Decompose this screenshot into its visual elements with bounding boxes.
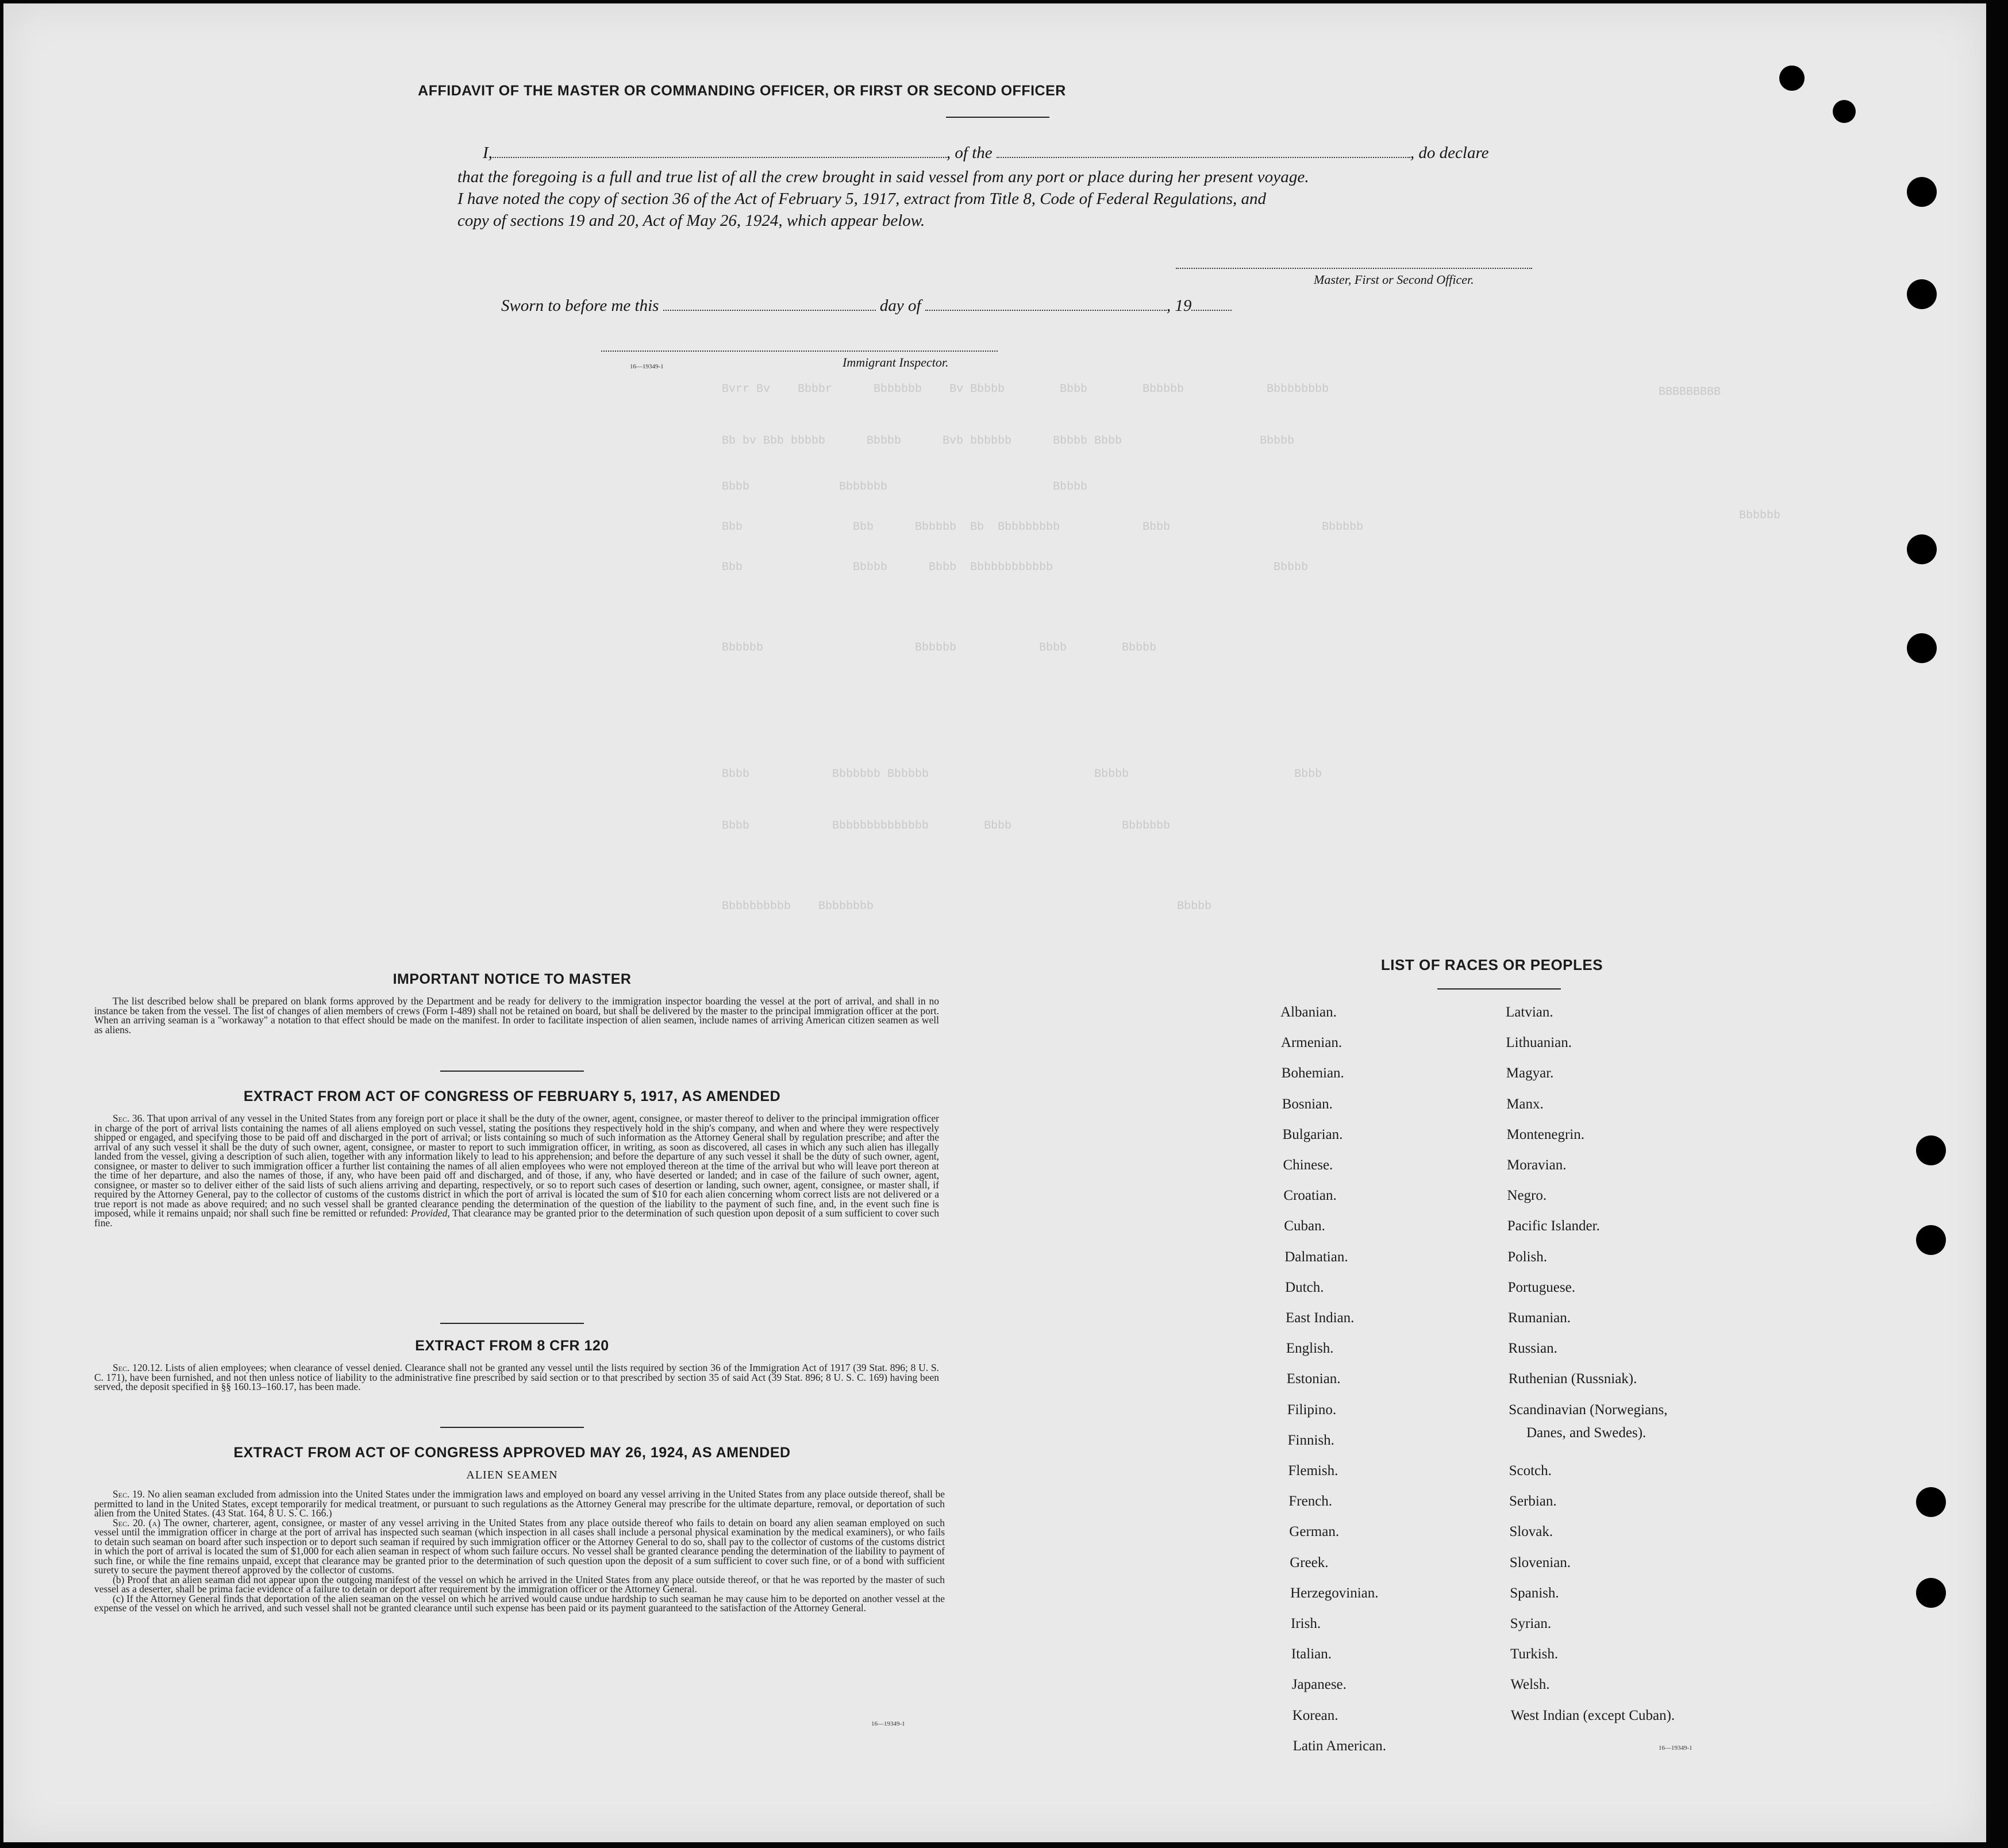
race-item: Welsh. [1510,1677,1550,1693]
race-item: German. [1289,1524,1340,1540]
race-item: Albanian. [1280,1004,1337,1020]
race-item: Cuban. [1284,1218,1325,1234]
alien-seamen-subtitle: ALIEN SEAMEN [466,1469,558,1481]
section-divider [440,1071,584,1072]
race-item: Negro. [1507,1188,1547,1204]
sworn-prefix: Sworn to before me this [501,297,659,315]
race-item: Korean. [1292,1707,1338,1723]
punch-hole [1779,66,1805,91]
race-item: Serbian. [1509,1493,1557,1510]
sec20-text: The owner, charterer, agent, consignee, or master of any vessel arriving in the United States from any place outside thereof who fails to detain on board any alien seaman employed on such vessel until the immigration officer in charge at the port of arrival has inspected such seaman (which inspection in all cases shall include a personal physical examination by the medical examiners), or who fails to detain such seaman on board after such inspection or to deport such seaman if required by such immigration officer or the Attorney General to do so, shall pay to the collector of customs of the customs district in which the port of arrival is located the sum of $1,000 for each alien seaman in respect of whom such failure occurs. No vessel shall be granted clearance pending the determination of the liability to payment of such fine, or while the fine remains unpaid, except that clearance may be granted prior to the determination of such question upon the deposit of a sum sufficient to cover such fine, or of a bond with sufficient surety to secure the payment thereof approved by the collector of customs. [94,1516,945,1576]
race-item: Magyar. [1506,1065,1554,1081]
section-divider [440,1323,584,1324]
race-item: Slovak. [1509,1524,1553,1540]
sec36-text: That upon arrival of any vessel in the United States from any foreign port or place it shall be the duty of the owner, agent, consignee, or master thereof to deliver to the principal immigration officer in charge of the port of arrival lists containing the names of all aliens employed on such vessel, stating the positions they respectively hold in the ship's company, and when and where they were respectively shipped or engaged, and specifying those to be paid off and discharged in the port of arrival; or lists containing so much of such information as the Attorney General shall by regulation prescribe; and after the arrival of any such vessel it shall be the duty of such owner, agent, consignee, or master to report to such immigration officer, in writing, as soon as discovered, all cases in which any such alien has illegally landed from the vessel, giving a description of such alien, together with any information likely to lead to his apprehension; and before the departure of any such vessel it shall be the duty of such owner, agent, consignee, or master to deliver to such immigration officer a further list containing the names of all alien employees who were not employed thereon at the time of the arrival but who will leave port thereon at the time of her departure, and also the names of those, if any, who have been paid off and discharged, and of those, if any, who have deserted or landed; and in case of the failure of such owner, agent, consignee, or master so to deliver either of the said lists of such aliens arriving and departing, respectively, or so to report such cases of desertion or landing, such owner, agent, consignee, or master shall, if required by the Attorney General, pay to the collector of customs of the customs district in which the port of arrival is located the sum of $10 for each alien concerning whom correct lists are not delivered or a true report is not made as above required; and no such vessel shall be granted clearance pending the determination of the question of the liability to the payment of such fine, and, in the event such fine is imposed, while it remains unpaid; nor shall such fine be remitted or refunded: [94,1112,939,1219]
race-item: Japanese. [1291,1677,1347,1693]
extract-form-code: 16—19349-1 [871,1720,905,1727]
race-item: Pacific Islander. [1507,1218,1600,1234]
punch-hole [1916,1225,1946,1255]
race-item: Spanish. [1510,1585,1559,1601]
punch-hole [1907,534,1937,564]
race-item: Lithuanian. [1506,1035,1572,1051]
races-title: LIST OF RACES OR PEOPLES [1380,956,1603,973]
race-item: Turkish. [1510,1646,1559,1662]
race-item: Manx. [1506,1096,1544,1112]
declare-suffix: , do declare [1410,144,1489,162]
sworn-year-field[interactable] [1191,310,1232,311]
sec120-label: Sec. 120.12. [113,1362,163,1373]
affidavit-title: AFFIDAVIT OF THE MASTER OR COMMANDING OFFICER, OR FIRST OR SECOND OFFICER [418,83,1066,99]
extract-1924-text [94,1489,945,1613]
sec19-label: Sec. 19. [113,1488,145,1500]
inspector-signature-field[interactable] [601,351,998,352]
race-item: Filipino. [1287,1402,1337,1418]
document-page: Bvrr Bv Bbbbr Bbbbbbb Bv Bbbbb Bbbb Bbbbbb Bbbbbbbbb Bb bv Bbb bbbbb Bbbbb Bvb bbbbbb Bbbbb Bbbb Bbbbb Bbbb Bbbbbbb Bbbbb Bbb Bbb Bbbbbb Bb Bbbbbbbbb Bbbb Bbbbbb Bbb Bbbbb Bbbb Bbbbbbbbbbbb Bbbbb Bbbbbb Bbbbbb Bbbb Bbbbb Bbbb Bbbbbbb Bbbbbb Bbbbb Bbbb Bbbb Bbbbbbbbbbbbbb Bbbb Bbbbbbb Bbbbbbbbbb Bbbbbbbb Bbbbb BBBBBBBBB Bbbbbb AFFIDAVIT OF THE MASTER OR COMMANDING OFFICER, OR FIRST OR SECOND OFFICER I, , of the , do declare that the foregoing is a full and true list of all the crew brought in said vessel from any port or place during her present voyage. I have noted the copy of section 36 of the Act of February 5, 1917, extract from Title 8, Code of Federal Regulations, and copy of sections 19 and 20, Act of May 26, 1924, which appear below. Master, First or Second Officer. Sworn to before me this day of , 19 16—19349-1 Immigrant Inspector. IMPORTANT NOTICE TO MASTER The list described below shall be prepared on blank forms approved by the Department and be ready for delivery to the immigration inspector boarding the vessel at the port of arrival, and shall in no instance be taken from the vessel. The list of changes of alien members of crews (Form I-489) shall not be retained on board, but shall be delivered by the master to the principal immigration officer at the port. When an arriving seaman is a "workaway" a notation to that effect should be made on the manifest. In order to facilitate inspection of alien seamen, include names of arriving American citizen seamen as well as aliens. EXTRACT FROM ACT OF CONGRESS OF FEBRUARY 5, 1917, AS AMENDED Sec. 36. That upon arrival of any vessel in the United States from any foreign port or place it shall be the duty of the owner, agent, consignee, or master thereof to deliver to the principal immigration officer in charge of the port of arrival lists containing the names of all aliens employed on such vessel, stating the positions they respectively hold in the ship's company, and when and where they were respectively shipped or engaged, and specifying those to be paid off and discharged in the port of arrival; or lists containing so much of such information as the Attorney General shall by regulation prescribe; and after the arrival of any such vessel it shall be the duty of such owner, agent, consignee, or master to report to such immigration officer, in writing, as soon as discovered, all cases in which any such alien has illegally landed from the vessel, giving a description of such alien, together with any information likely to lead to his apprehension; and before the departure of any such vessel it shall be the duty of such owner, agent, consignee, or master to deliver to such immigration officer a further list containing the names of all alien employees who were not employed thereon at the time of the arrival but who will leave port thereon at the time of her departure, and also the names of those, if any, who have been paid off and discharged, and of those, if any, who have deserted or landed; and in case of the failure of such owner, agent, consignee, or master so to deliver either of the said lists of such aliens arriving and departing, respectively, or so to report such cases of desertion or landing, such owner, agent, consignee, or master shall, if required by the Attorney General, pay to the collector of customs of the customs district in which the port of arrival is located the sum of $10 for each alien concerning whom correct lists are not delivered or a true report is not made as above required; and no such vessel shall be granted clearance pending the determination of the question of the liability to the payment of such fine, and, in the event such fine is imposed, while it remains unpaid; nor shall such fine be remitted or refunded: Provided, That clearance may be granted prior to the determination of such question upon deposit of a sum sufficient to cover such fine. EXTRACT FROM 8 CFR 120 Sec. 120.12. Lists of alien employees; when clearance of vessel denied. Clearance shall not be granted any vessel until the lists required by section 36 of the Immigration Act of 1917 (39 Stat. 896; 8 U. S. C. 171), have been furnished, and not then unless notice of liability to the administrative fine prescribed by said section or to that prescribed by section 35 of said Act (39 Stat. 896; 8 U. S. C. 169) having been served, the deposit specified in §§ 160.13–160.17, has been made. EXTRACT FROM ACT OF CONGRESS APPROVED MAY 26, 1924, AS AMENDED ALIEN SEAMEN Sec. 19. No alien seaman excluded from admission into the United States under the immigration laws and employed on board any vessel arriving in the United States from any place outside thereof, shall be permitted to land in the United States, except temporarily for medical treatment, or pursuant to such regulations as the Attorney General may prescribe for the ultimate departure, removal, or deportation of such alien from the United States. (43 Stat. 164, 8 U. S. C. 166.) Sec. 20. (a) The owner, charterer, agent, consignee, or master of any vessel arriving in the United States from any place outside thereof who fails to detain on board any alien seaman employed on such vessel until the immigration officer in charge at the port of arrival has inspected such seaman (which inspection in all cases shall include a personal physical examination by the medical examiners), or who fails to detain such seaman on board after such inspection or to deport such seaman if required by such immigration officer or the Attorney General to do so, shall pay to the collector of customs of the customs district in which the port of arrival is located the sum of $1,000 for each alien seaman in respect of whom such failure occurs. No vessel shall be granted clearance pending the determination of the liability to payment of such fine, or while the fine remains unpaid, except that clearance may be granted prior to the determination of such question upon the deposit of a sum sufficient to cover such fine, or of a bond with sufficient surety to secure the payment thereof approved by the collector of customs. (b) Proof that an alien seaman did not appear upon the outgoing manifest of the vessel on which he arrived in the United States from any place outside thereof, or that he was reported by the master of such vessel as a deserter, shall be prima facie evidence of a failure to detain or deport after requirement by the immigration officer or the Attorney General. (c) If the Attorney General finds that deportation of the alien seaman on the vessel on which he arrived would cause undue hardship to such seaman he may cause him to be deported on another vessel at the expense of the vessel on which he arrived, and such vessel shall not be granted clearance until such expense has been paid or its payment guaranteed to the satisfaction of the Attorney General. 16—19349-1 LIST OF RACES OR PEOPLES Albanian. Armenian. Bohemian. Bosnian. Bulgarian. Chinese. Croatian. Cuban. Dalmatian. Dutch. East Indian. English. Estonian. Filipino. Finnish. Flemish. French. German. Greek. Herzegovinian. Irish. Italian. Japanese. Korean. Latin American. Latvian. Lithuanian. Magyar. Manx. Montenegrin. Moravian. Negro. Pacific Islander. Polish. Portuguese. Rumanian. Russian. Ruthenian (Russniak). Scandinavian (Norwegians, Scotch. Serbian. Slovak. Slovenian. Spanish. Syrian. Turkish. Welsh. West Indian (except Cuban). Danes, and Swedes). 16—19349-1 [3,3,1986,1842]
inspector-label: Immigrant Inspector. [843,355,949,369]
race-item: Montenegrin. [1506,1126,1584,1142]
race-item: Moravian. [1507,1157,1567,1173]
proviso-label: Provided, [410,1207,450,1219]
punch-hole [1907,177,1937,207]
sec120-text: Lists of alien employees; when clearance of vessel denied. Clearance shall not be granted any vessel until the lists required by section 36 of the Immigration Act of 1917 (39 Stat. 896; 8 U. S. C. 171), have been furnished, and not then unless notice of liability to the administrative fine prescribed by said section or to that prescribed by section 35 of said Act (39 Stat. 896; 8 U. S. C. 169) having been served, the deposit specified in §§ 160.13–160.17, has been made. [94,1362,940,1392]
race-item: Bosnian. [1282,1096,1333,1112]
punch-hole [1916,1487,1946,1517]
race-item: English. [1286,1341,1334,1357]
race-item: West Indian (except Cuban). [1510,1707,1675,1723]
race-item: Scotch. [1509,1463,1552,1479]
race-item: Russian. [1508,1341,1557,1357]
race-item: Bohemian. [1281,1065,1344,1081]
race-item: Slovenian. [1509,1554,1571,1570]
race-item: Greek. [1290,1554,1329,1570]
race-item: Italian. [1291,1646,1332,1662]
sec20-b-text: (b) Proof that an alien seaman did not appear upon the outgoing manifest of the vessel on which he arrived in the United States from any place outside thereof, or that he was reported by the master of such vessel as a deserter, shall be prima facie evidence of a failure to detain or deport after requirement by the immigration officer or the Attorney General. [94,1573,945,1595]
races-title-underline [1437,988,1561,990]
sec20-c-text: (c) If the Attorney General finds that deportation of the alien seaman on the vessel on which he arrived would cause undue hardship to such seaman he may cause him to be deported on another vessel at the expense of the vessel on which he arrived, and such vessel shall not be granted clearance until such expense has been paid or its payment guaranteed to the satisfaction of the Attorney General. [94,1592,945,1614]
officer-signature-field[interactable] [1176,268,1532,269]
race-item: Rumanian. [1508,1310,1571,1326]
race-item: Croatian. [1283,1188,1337,1204]
sworn-line [501,297,1232,315]
punch-hole [1907,279,1937,309]
race-item: Finnish. [1287,1432,1334,1448]
sec20-label: Sec. 20. (a) [113,1516,161,1529]
race-item: Estonian. [1286,1371,1341,1387]
title-underline [946,117,1049,118]
punch-hole [1833,100,1856,123]
race-item: Herzegovinian. [1290,1585,1379,1601]
affidavit-line4: copy of sections 19 and 20, Act of May 26, 1924, which appear below. [457,211,925,230]
affidavit-line1 [483,144,1489,163]
notice-paragraph: The list described below shall be prepared on blank forms approved by the Department and be ready for delivery to the immigration inspector boarding the vessel at the port of arrival, and shall in no instance be taken from the vessel. The list of changes of alien members of crews (Form I-489) shall not be retained on board, but shall be delivered by the master to the principal immigration officer at the port. When an arriving seaman is a "workaway" a notation to that effect should be made on the manifest. In order to facilitate inspection of alien seamen, include names of arriving American citizen seamen as well as aliens. [94,995,939,1035]
race-item: Latvian. [1506,1004,1553,1020]
punch-hole [1916,1135,1946,1165]
officer-signature-label: Master, First or Second Officer. [1314,272,1474,287]
affidavit-form-code: 16—19349-1 [630,363,664,370]
race-item: Latin American. [1292,1738,1387,1754]
affidavit-line2: that the foregoing is a full and true list of all the crew brought in said vessel from any port or place during her present voyage. [457,168,1309,186]
race-item-continuation: Danes, and Swedes). [1526,1425,1647,1441]
race-item: Flemish. [1288,1463,1338,1479]
sworn-day-field[interactable] [663,310,876,311]
vessel-name-field[interactable] [997,157,1410,158]
race-item: Scandinavian (Norwegians, [1509,1402,1668,1418]
races-form-code: 16—19349-1 [1659,1745,1692,1751]
punch-hole [1907,633,1937,663]
proviso-text: That clearance may be granted prior to the determination of such question upon deposit of a sum sufficient to cover such fine. [94,1207,940,1229]
race-item: Dutch. [1285,1279,1324,1295]
race-item: Chinese. [1283,1157,1333,1173]
sworn-day-label: day of [879,297,921,315]
sec36-label: Sec. 36. [113,1112,145,1124]
race-item: Bulgarian. [1282,1126,1343,1142]
extract-1917-text [94,1114,939,1227]
vessel-prefix: , of the [946,144,993,162]
race-item: Syrian. [1510,1616,1552,1631]
declarant-name-field[interactable] [493,157,947,158]
race-item: Armenian. [1280,1035,1342,1051]
race-item: Irish. [1291,1616,1321,1631]
punch-hole [1916,1578,1946,1608]
race-item: French. [1288,1493,1333,1510]
extract-1924-title: EXTRACT FROM ACT OF CONGRESS APPROVED MAY 26, 1924, AS AMENDED [233,1445,791,1461]
section-divider [440,1427,584,1428]
extract-cfr-text [94,1363,939,1392]
sec19-text: No alien seaman excluded from admission into the United States under the immigration laws and employed on board any vessel arriving in the United States from any place outside thereof, shall be permitted to land in the United States, except temporarily for medical treatment, or pursuant to such regulations as the Attorney General may prescribe for the ultimate departure, removal, or deportation of such alien from the United States. (43 Stat. 164, 8 U. S. C. 166.) [94,1488,945,1519]
affidavit-line3: I have noted the copy of section 36 of the Act of February 5, 1917, extract from Title 8, Code of Federal Regulations, and [457,190,1267,208]
sworn-month-field[interactable] [925,310,1167,311]
declarant-prefix: I, [483,144,493,162]
extract-1917-title: EXTRACT FROM ACT OF CONGRESS OF FEBRUARY 5, 1917, AS AMENDED [243,1088,781,1104]
race-item: East Indian. [1286,1310,1355,1326]
notice-title: IMPORTANT NOTICE TO MASTER [393,971,632,987]
race-item: Polish. [1507,1249,1547,1265]
sworn-year-label: , 19 [1166,297,1192,315]
race-item: Ruthenian (Russniak). [1508,1371,1637,1387]
race-item: Portuguese. [1507,1279,1575,1295]
notice-text [94,996,939,1034]
race-item: Dalmatian. [1284,1249,1348,1265]
extract-cfr-title: EXTRACT FROM 8 CFR 120 [415,1338,609,1354]
